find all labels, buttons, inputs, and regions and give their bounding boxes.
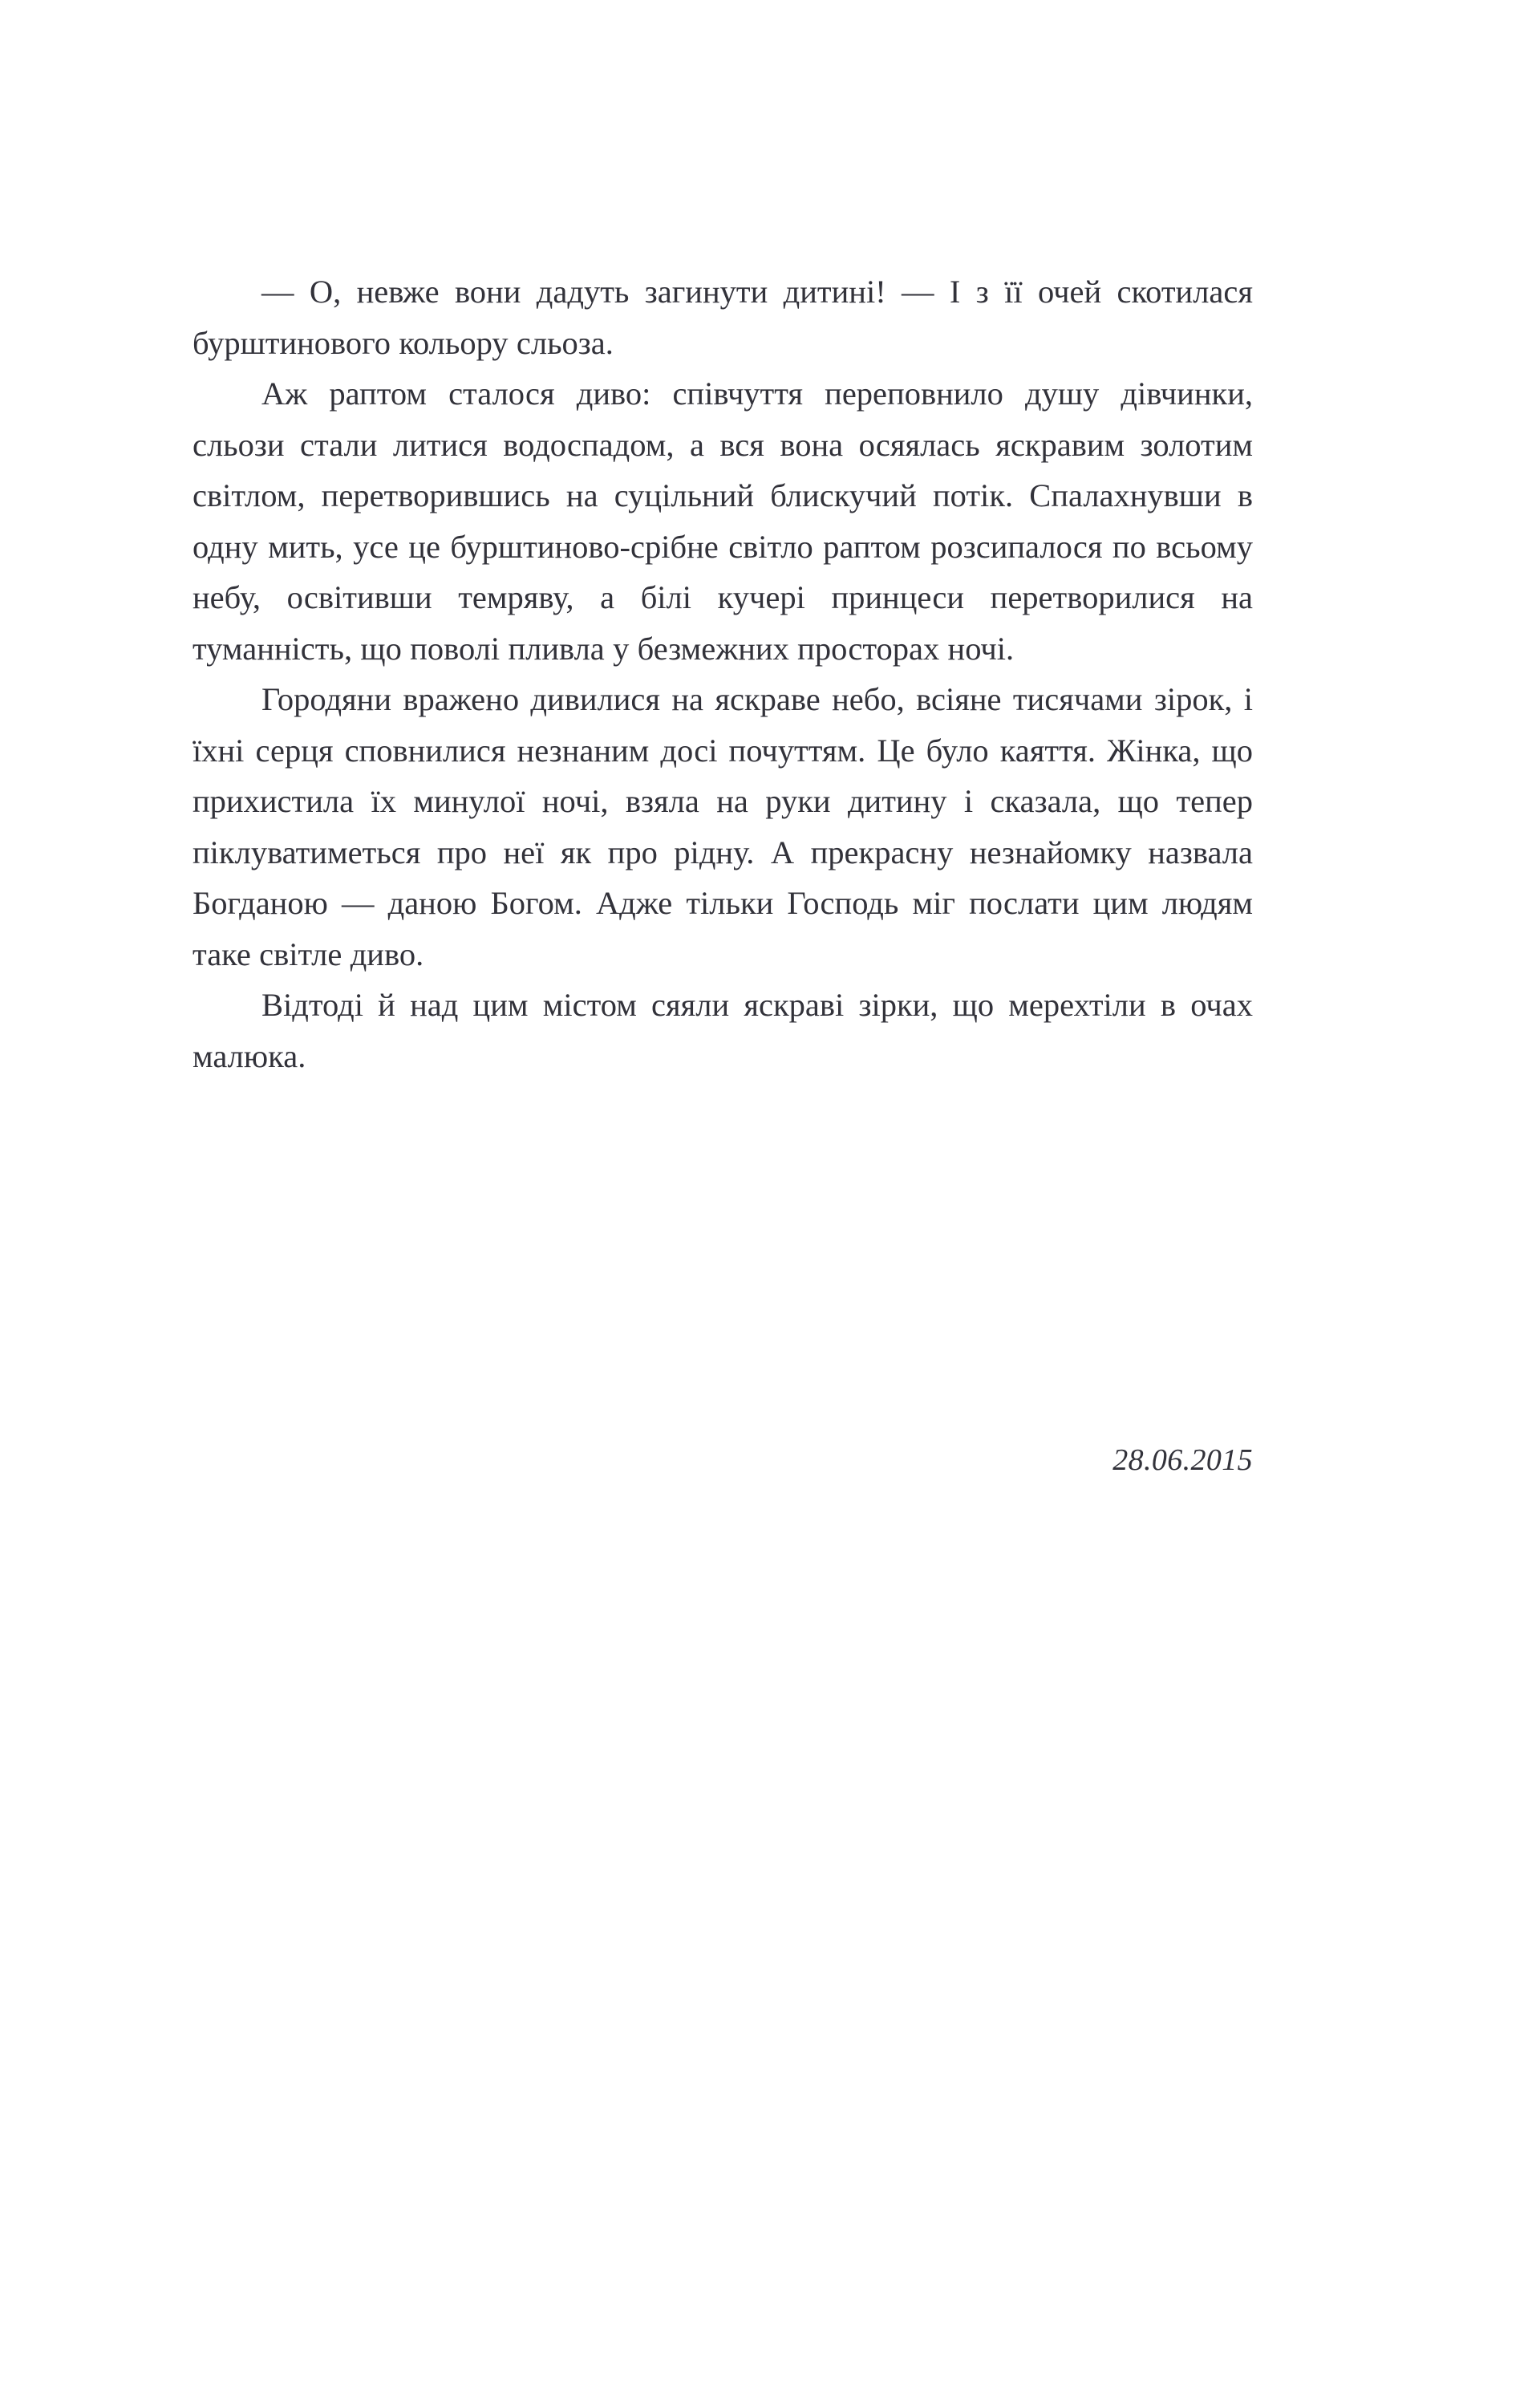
paragraph-miracle: Аж раптом сталося диво: співчуття переповнило душу дівчинки, сльози стали литися водоспадом, а вся вона осяялась яскравим золотим світлом, перетворившись на суцільний блискучий потік. Спалахнувши в одну мить, усе це бурштиново-срібне світло раптом розсипалося по всьому небу, освітивши темряву, а білі кучері принцеси перетворилися на туманність, що поволі пливла у безмежних просторах ночі. — [192, 375, 1253, 667]
paragraph-closing: Відтоді й над цим містом сяяли яскраві зірки, що мерехтіли в очах малюка. — [192, 987, 1253, 1074]
body-text-column — [192, 266, 1253, 1081]
paragraph-dialogue-opening: — О, невже вони дадуть загинути дитині! — І з її очей скотилася бурштинового кольору сльоза. — [192, 274, 1253, 361]
signature-block — [192, 1440, 1253, 1480]
signature-date: 28.06.2015 — [1112, 1443, 1253, 1477]
paragraph-townspeople: Городяни вражено дивилися на яскраве небо, всіяне тисячами зірок, і їхні серця сповнилися незнаним досі почуттям. Це було каяття. Жінка, що прихистила їх минулої ночі, взяла на руки дитину і сказала, що тепер піклуватиметься про неї як про рідну. А прекрасну незнайомку назвала Богданою — даною Богом. Адже тільки Господь міг послати цим людям таке світле диво. — [192, 681, 1253, 972]
